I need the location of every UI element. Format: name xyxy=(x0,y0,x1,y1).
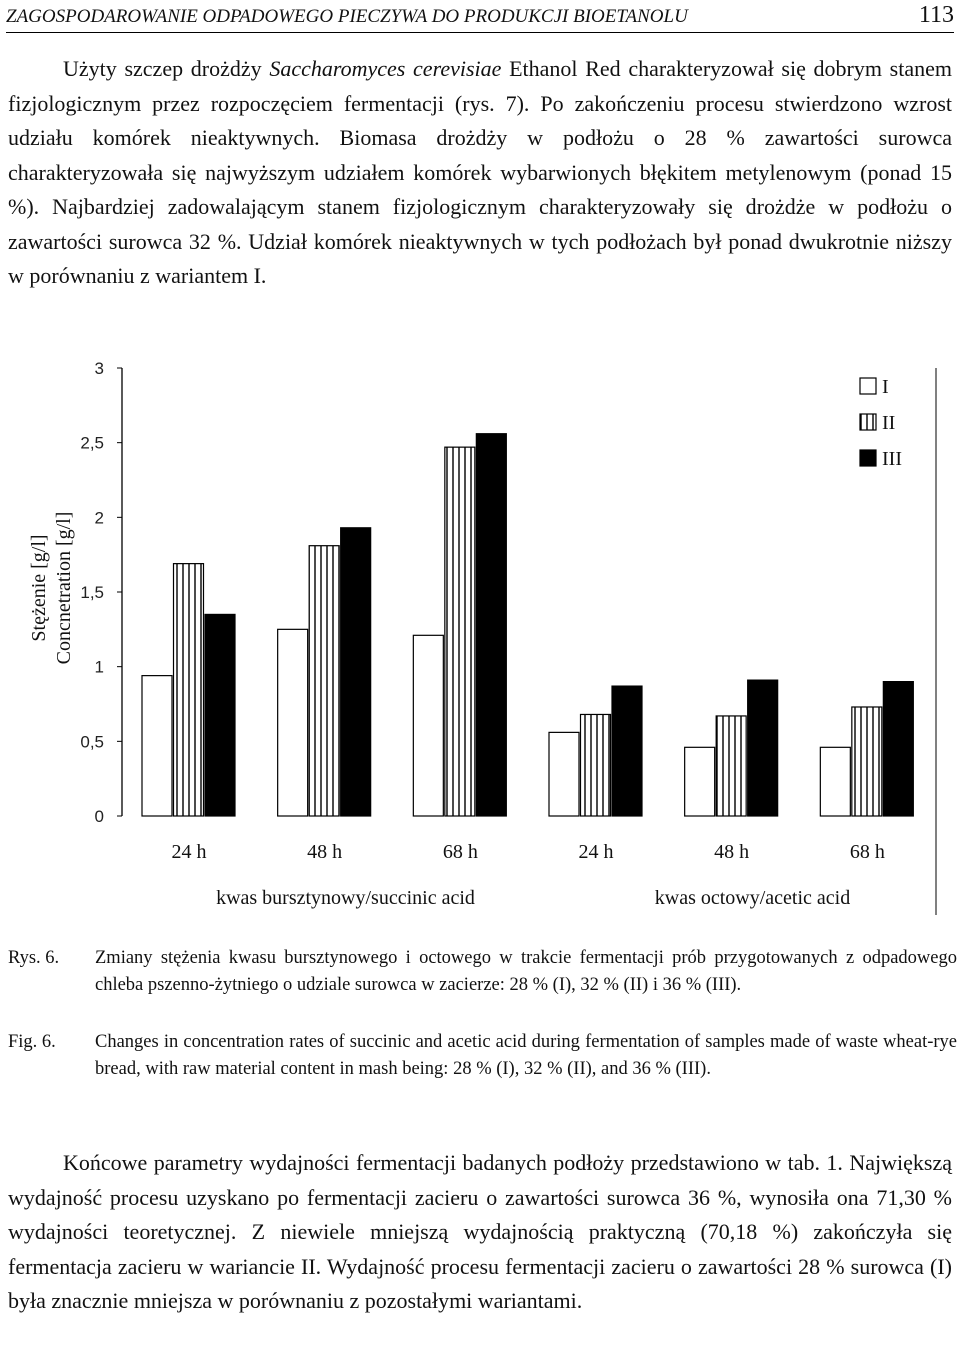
bar-I-2 xyxy=(278,629,308,816)
species-name: Saccharomyces cerevisiae xyxy=(269,56,502,81)
legend-label-III: III xyxy=(882,448,902,470)
figure-caption-text-pl: Zmiany stężenia kwasu bursztynowego i octowego w trakcie fermentacji prób przygotowanych z odpadowego chleba pszenno-żytniego o udziale surowca w zacierze: 28 % (I), 32 % (II) i 36 % (III). xyxy=(95,948,957,995)
bar-III-3 xyxy=(476,434,506,816)
bar-II-2 xyxy=(309,546,339,816)
bar-chart xyxy=(0,350,960,920)
figure-caption-pl xyxy=(8,945,957,1025)
x-group-label: kwas bursztynowy/succinic acid xyxy=(216,887,475,909)
x-tick-label: 68 h xyxy=(849,841,885,863)
legend-swatch-III xyxy=(860,450,876,466)
y-tick-label: 2 xyxy=(94,508,104,528)
bar-I-1 xyxy=(142,676,172,816)
bar-III-1 xyxy=(205,614,235,816)
x-tick-label: 24 h xyxy=(171,841,207,863)
y-tick-label: 3 xyxy=(94,359,104,378)
bar-II-6 xyxy=(852,707,882,816)
bar-III-5 xyxy=(748,680,778,816)
x-group-label: kwas octowy/acetic acid xyxy=(654,887,851,909)
paragraph-yeast-part-a: Użyty szczep drożdży xyxy=(63,56,270,81)
bar-II-3 xyxy=(445,447,475,816)
figure-caption-en xyxy=(8,1029,957,1109)
running-title: ZAGOSPODAROWANIE ODPADOWEGO PIECZYWA DO PRODUKCJI BIOETANOLU xyxy=(6,6,688,27)
bar-I-5 xyxy=(685,747,715,816)
legend-swatch-II xyxy=(860,414,876,430)
y-tick-label: 0 xyxy=(94,807,104,826)
legend-label-I: I xyxy=(882,376,889,398)
x-tick-label: 24 h xyxy=(578,841,614,863)
bar-II-5 xyxy=(716,716,746,816)
bar-I-3 xyxy=(413,635,443,816)
y-tick-label: 2,5 xyxy=(80,433,104,453)
legend-swatch-I xyxy=(860,378,876,394)
page-number: 113 xyxy=(918,2,954,28)
y-tick-label: 1,5 xyxy=(80,583,104,602)
bar-I-6 xyxy=(820,747,850,816)
y-tick-label: 0,5 xyxy=(80,732,104,752)
figure-label-pl: Rys. 6. xyxy=(8,948,60,968)
bar-II-1 xyxy=(174,564,204,816)
bar-II-4 xyxy=(581,714,611,816)
x-tick-label: 48 h xyxy=(307,841,343,863)
page-header xyxy=(6,2,954,33)
figure-label-en: Fig. 6. xyxy=(8,1032,56,1052)
y-axis-label: Stężenie [g/l] xyxy=(28,534,50,642)
x-tick-label: 68 h xyxy=(442,841,478,863)
bar-III-6 xyxy=(883,682,913,816)
paragraph-efficiency: Końcowe parametry wydajności fermentacji badanych podłoży przedstawiono w tab. 1. Największą wydajność procesu uzyskano po fermentacji zacieru o zawartości surowca 36 %, wynosiła ona 71,30 % wydajności teoretycznej. Z niewiele mniejszą wydajnością praktyczną (70,18 %) zakończyła się fermentacja zacieru w wariancie II. Wydajność procesu fermentacji zacieru o zawartości 28 % surowca (I) była znacznie mniejsza w porównaniu z pozostałymi wariantami. xyxy=(8,1150,952,1313)
paragraph-yeast xyxy=(8,52,952,294)
paragraph-yeast-part-c: Ethanol Red charakteryzował się dobrym stanem fizjologicznym przez rozpoczęciem fermentacji (rys. 7). Po zakończeniu procesu stwierdzono wzrost udziału komórek nieaktywnych. Biomasa drożdży w podłożu o 28 % zawartości surowca charakteryzowała się najwyższym udziałem komórek wybarwionych błękitem metylenowym (ponad 15 %). Najbardziej zadowalającym stanem fizjologicznym charakteryzowały się drożdże w podłożu o zawartości surowca 32 %. Udział komórek nieaktywnych w tych podłożach był ponad dwukrotnie niższy w porównaniu z wariantem I. xyxy=(8,56,952,288)
bar-III-2 xyxy=(341,528,371,816)
x-tick-label: 48 h xyxy=(714,841,750,863)
figure-caption-text-en: Changes in concentration rates of succinic and acetic acid during fermentation of samples made of waste wheat-rye bread, with raw material content in mash being: 28 % (I), 32 % (II), and 36 % (III). xyxy=(95,1032,957,1079)
y-axis-label-en: Concnetration [g/l] xyxy=(53,511,75,665)
bar-III-4 xyxy=(612,686,642,816)
y-tick-label: 1 xyxy=(94,657,104,677)
bar-I-4 xyxy=(549,732,579,816)
legend-label-II: II xyxy=(882,412,896,434)
